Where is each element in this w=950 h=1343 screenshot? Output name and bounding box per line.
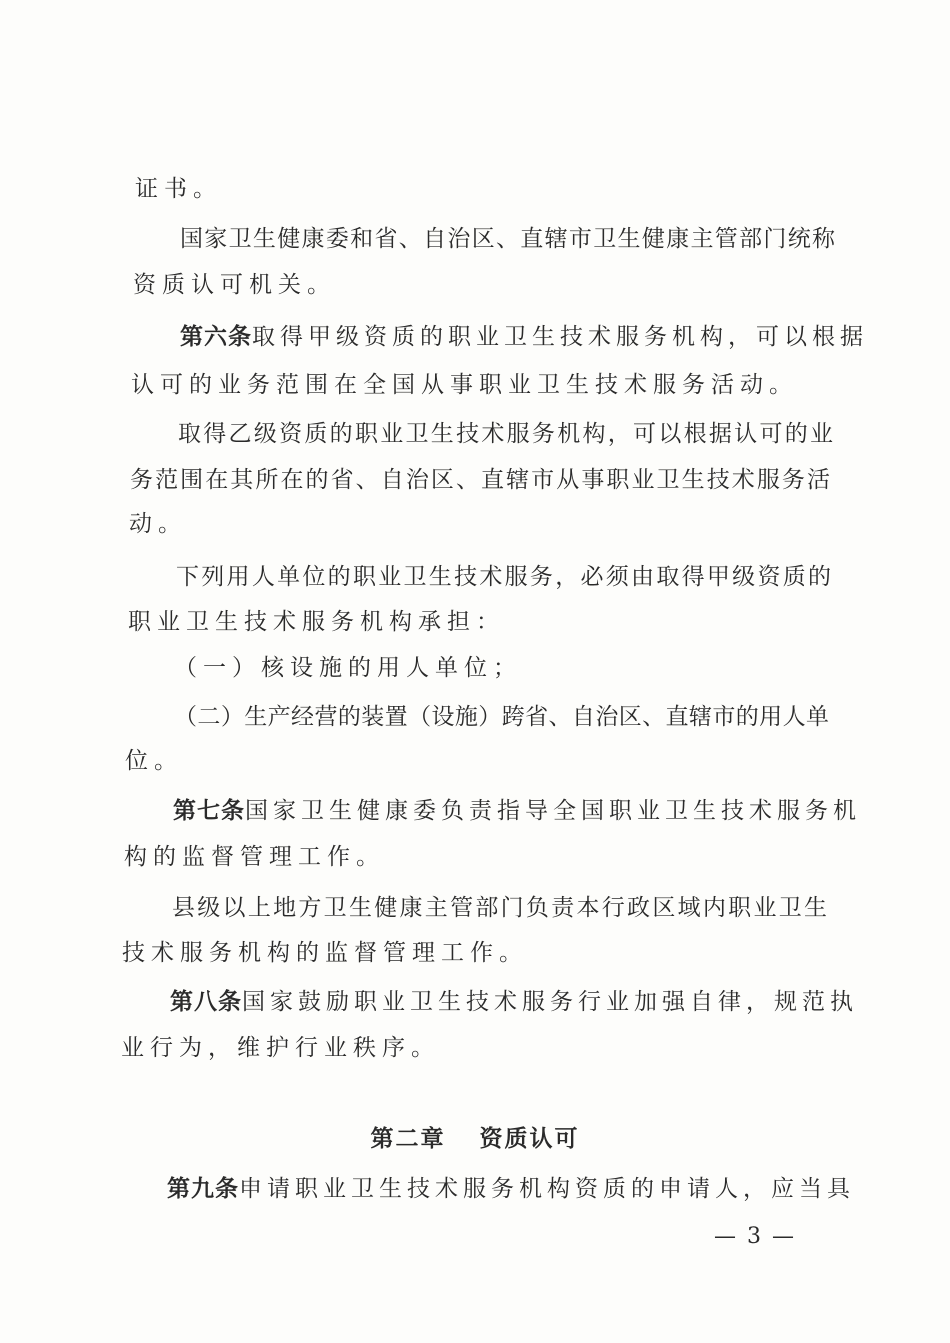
text-line: （一）核设施的用人单位；: [174, 655, 522, 681]
article-8-first-line: [170, 987, 858, 1017]
text-span: 国家卫生健康委负责指导全国职业卫生技术服务机: [245, 798, 861, 824]
article-7-first-line: [173, 796, 861, 826]
text-line: 下列用人单位的职业卫生技术服务，必须由取得甲级资质的: [176, 564, 831, 590]
text-line: 职业卫生技术服务机构承担：: [128, 609, 505, 635]
text-line: 动。: [129, 511, 187, 537]
chapter-title: 资质认可: [479, 1126, 580, 1152]
text-line: 业行为，维护行业秩序。: [121, 1035, 440, 1061]
article-9-first-line: [167, 1174, 855, 1204]
text-span: 国家鼓励职业卫生技术服务行业加强自律，规范执: [242, 989, 858, 1015]
text-line: 认可的业务范围在全国从事职业卫生技术服务活动。: [131, 372, 798, 398]
article-6-first-line: [180, 322, 868, 352]
article-8-label: 第八条: [170, 989, 242, 1015]
text-line: 证书。: [135, 176, 222, 202]
text-line: （二）生产经营的装置（设施）跨省、自治区、直辖市的用人单: [174, 704, 829, 730]
text-span: 取得甲级资质的职业卫生技术服务机构，可以根据: [252, 324, 868, 350]
text-line: 县级以上地方卫生健康主管部门负责本行政区域内职业卫生: [172, 895, 827, 921]
chapter-number: 第二章: [370, 1126, 446, 1152]
text-line: 取得乙级资质的职业卫生技术服务机构，可以根据认可的业: [178, 421, 833, 447]
article-6-label: 第六条: [180, 324, 252, 350]
text-line: 构的监督管理工作。: [124, 844, 385, 870]
article-7-label: 第七条: [173, 798, 245, 824]
article-9-label: 第九条: [167, 1176, 239, 1202]
text-span: 申请职业卫生技术服务机构资质的申请人，应当具: [239, 1176, 855, 1202]
page-number: — 3 —: [714, 1224, 796, 1249]
text-line: 资质认可机关。: [133, 272, 336, 298]
text-line: 技术服务机构的监督管理工作。: [122, 940, 528, 966]
text-line: 务范围在其所在的省、自治区、直辖市从事职业卫生技术服务活: [130, 467, 830, 493]
text-line: 国家卫生健康委和省、自治区、直辖市卫生健康主管部门统称: [180, 226, 835, 252]
chapter-heading: [0, 1124, 950, 1154]
text-line: 位。: [125, 748, 183, 774]
